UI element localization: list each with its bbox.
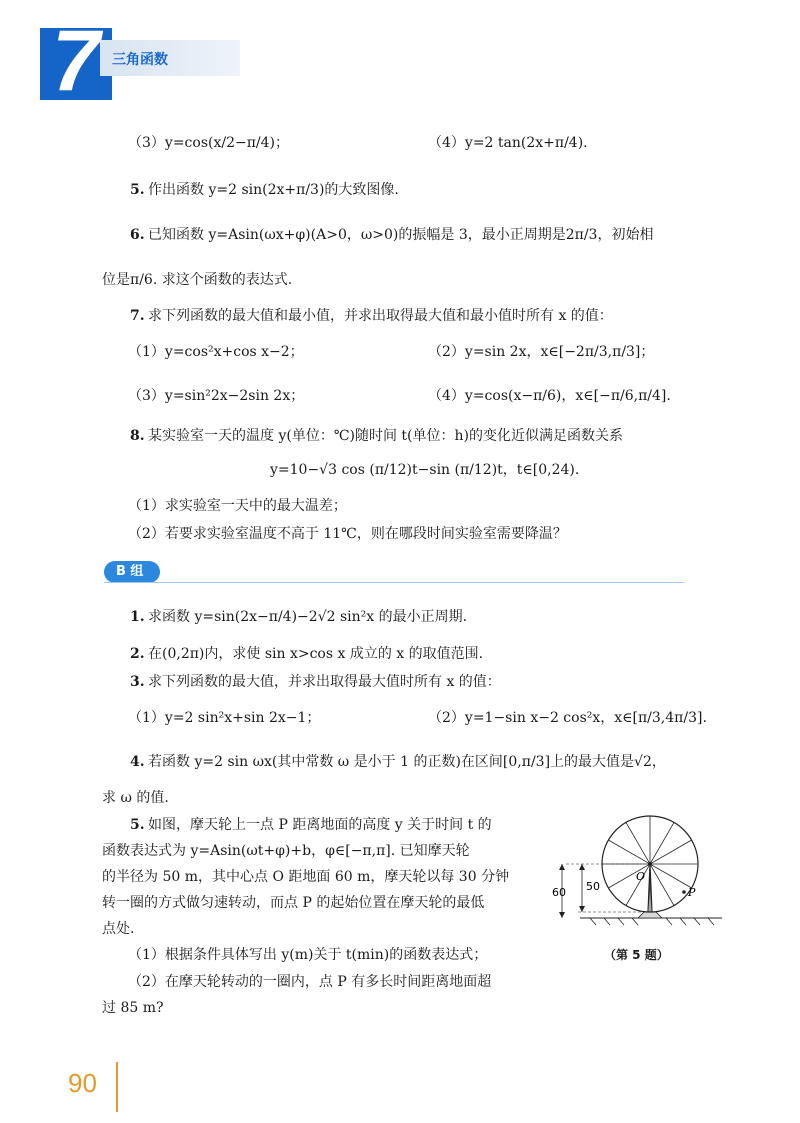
exercise-b5-text-line1: 如图，摩天轮上一点 P 距离地面的高度 y 关于时间 t 的 [148, 817, 492, 833]
group-b-badge: B 组 [104, 561, 160, 583]
exercise-4-item-4: （4）y=2 tan(2x+π/4). [428, 135, 588, 151]
exercise-b4-text-line1: 若函数 y=2 sin ωx(其中常数 ω 是小于 1 的正数)在区间[0,π/3]上的最大值是√2， [148, 754, 666, 770]
exercise-b1-number: 1. [130, 609, 145, 625]
exercise-b5-number: 5. [130, 817, 145, 833]
exercise-5-text: 作出函数 y=2 sin(2x+π/3)的大致图像. [148, 182, 399, 198]
exercise-b5-item-2-line2: 过 85 m? [102, 1000, 164, 1016]
exercise-8-text: 某实验室一天的温度 y(单位：℃)随时间 t(单位：h)的变化近似满足函数关系 [148, 428, 623, 444]
ferris-wheel-figure [552, 812, 722, 937]
exercise-4-item-3: （3）y=cos(x/2−π/4)； [128, 135, 289, 151]
exercise-8-formula: y=10−√3 cos (π/12)t−sin (π/12)t，t∈[0,24). [270, 462, 580, 478]
exercise-7-item-2: （2）y=sin 2x，x∈[−2π/3,π/3]； [428, 344, 655, 360]
exercise-7-item-1: （1）y=cos²x+cos x−2； [128, 344, 304, 360]
page-number-bar [116, 1062, 118, 1112]
chapter-number: 7 [52, 13, 100, 109]
exercise-7-item-3: （3）y=sin²2x−2sin 2x； [128, 388, 305, 404]
chapter-title: 三角函数 [112, 52, 168, 68]
exercise-7-text: 求下列函数的最大值和最小值，并求出取得最大值和最小值时所有 x 的值： [148, 308, 613, 324]
exercise-7-item-4: （4）y=cos(x−π/6)，x∈[−π/6,π/4]. [428, 388, 671, 404]
exercise-b5-item-2-line1: （2）在摩天轮转动的一圈内，点 P 有多长时间距离地面超 [128, 974, 492, 990]
exercise-6-text-line1: 已知函数 y=Asin(ωx+φ)(A>0，ω>0)的振幅是 3，最小正周期是2π/3，初始相 [148, 227, 654, 243]
exercise-b5-text-line4: 转一圈的方式做匀速转动，而点 P 的起始位置在摩天轮的最低 [102, 895, 485, 911]
exercise-b3-item-2: （2）y=1−sin x−2 cos²x，x∈[π/3,4π/3]. [428, 710, 707, 726]
exercise-b5-text-line2: 函数表达式为 y=Asin(ωt+φ)+b，φ∈[−π,π]. 已知摩天轮 [102, 843, 470, 859]
exercise-b1-text: 求函数 y=sin(2x−π/4)−2√2 sin²x 的最小正周期. [148, 609, 468, 625]
exercise-7-number: 7. [130, 308, 145, 324]
figure-label-center-o: O [636, 870, 646, 883]
exercise-b3-item-1: （1）y=2 sin²x+sin 2x−1； [128, 710, 321, 726]
exercise-b2-text: 在(0,2π)内，求使 sin x>cos x 成立的 x 的取值范围. [148, 646, 484, 662]
exercise-b5-item-1: （1）根据条件具体写出 y(m)关于 t(min)的函数表达式； [128, 947, 488, 963]
exercise-b3-text: 求下列函数的最大值，并求出取得最大值时所有 x 的值： [148, 674, 501, 690]
exercise-b4-number: 4. [130, 754, 145, 770]
exercise-8-item-2: （2）若要求实验室温度不高于 11℃，则在哪段时间实验室需要降温？ [128, 526, 567, 542]
exercise-5-number: 5. [130, 182, 145, 198]
page-number: 90 [68, 1068, 97, 1098]
figure-label-point-p: P [688, 886, 696, 899]
exercise-b5-text-line5: 点处. [102, 921, 135, 937]
figure-label-50: 50 [586, 880, 600, 893]
exercise-b4-text-line2: 求 ω 的值. [102, 790, 169, 806]
exercise-8-number: 8. [130, 428, 145, 444]
group-b-divider [104, 582, 684, 583]
exercise-6-number: 6. [130, 227, 145, 243]
exercise-6-text-line2: 位是π/6. 求这个函数的表达式. [102, 272, 293, 288]
exercise-8-item-1: （1）求实验室一天中的最大温差； [128, 498, 347, 514]
exercise-b5-text-line3: 的半径为 50 m，其中心点 O 距地面 60 m，摩天轮以每 30 分钟 [102, 869, 510, 885]
exercise-b3-number: 3. [130, 674, 145, 690]
figure-caption: （第 5 题） [604, 948, 669, 962]
figure-label-60: 60 [552, 886, 566, 899]
exercise-b2-number: 2. [130, 646, 145, 662]
